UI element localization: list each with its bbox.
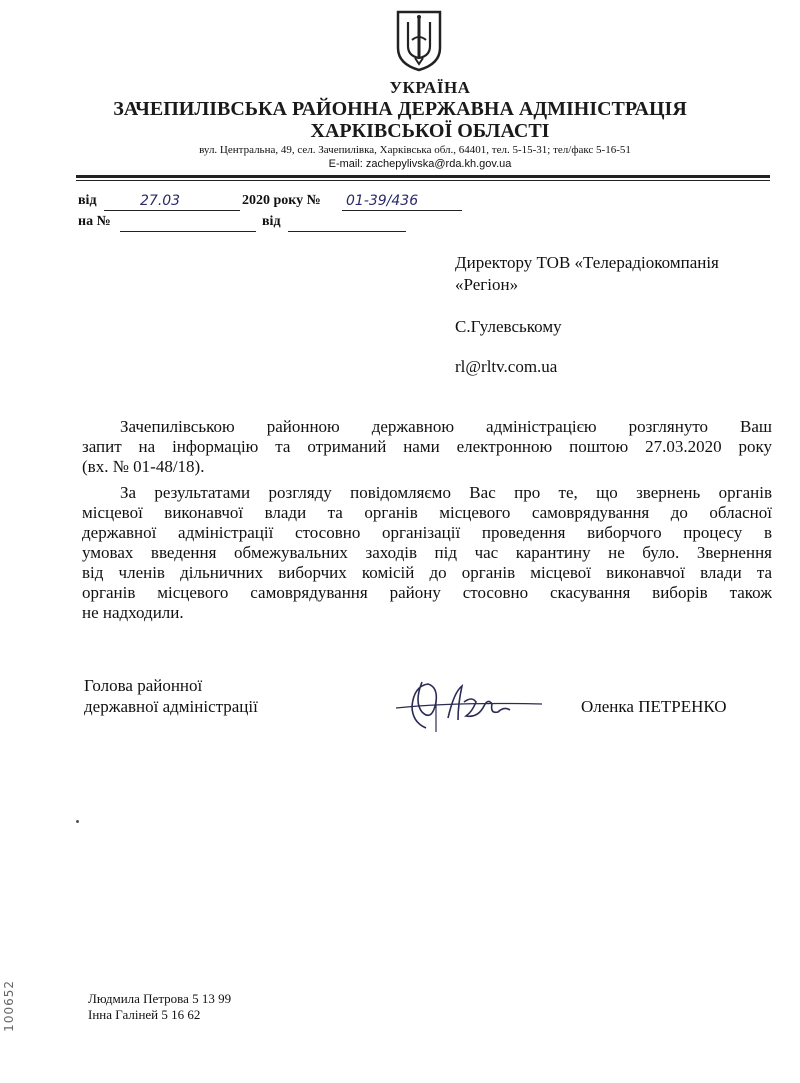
paragraph-line: органів місцевого самоврядування району стосовно скасування виборів також	[82, 583, 772, 602]
number-underline	[342, 210, 462, 211]
contact-line-1: Людмила Петрова 5 13 99	[88, 991, 232, 1006]
paragraph-line: державної адміністрації стосовно організації проведення виборчого процесу в	[82, 523, 772, 542]
contact-line-2: Інна Галіней 5 16 62	[88, 1007, 201, 1022]
organization-title: ЗАЧЕПИЛІВСЬКА РАЙОННА ДЕРЖАВНА АДМІНІСТРАЦІЯ	[113, 98, 687, 120]
paragraph-line: За результатами розгляду повідомляємо Вас про те, що звернень органів	[120, 483, 772, 502]
header-divider-thick	[76, 175, 770, 178]
handwritten-number: 01-39/436	[346, 193, 419, 209]
date-underline	[104, 210, 240, 211]
reply-to-label: на №	[78, 214, 111, 229]
paragraph-line: запит на інформацію та отриманий нами електронною поштою 27.03.2020 року	[82, 437, 772, 456]
addressee-name: С.Гулевському	[455, 317, 562, 336]
paragraph-line: Зачепилівською районною державною адміністрацією розглянуто Ваш	[120, 417, 772, 436]
scan-speck	[76, 820, 79, 823]
addressee-email: rl@rltv.com.ua	[455, 357, 558, 376]
margin-registration-number: 100652	[2, 980, 16, 1032]
organization-region: ХАРКІВСЬКОЇ ОБЛАСТІ	[310, 120, 550, 142]
paragraph-line: умовах введення обмежувальних заходів під час карантину не було. Звернення	[82, 543, 772, 562]
body-paragraph-1	[82, 417, 772, 477]
paragraph-line: від членів дільничних виборчих комісій до органів місцевої виконавчої влади та	[82, 563, 772, 582]
from-label: від	[78, 193, 97, 208]
header-divider-thin	[76, 180, 770, 181]
year-number-label: 2020 року №	[242, 193, 321, 208]
handwritten-signature	[392, 672, 552, 740]
reply-from-label: від	[262, 214, 281, 229]
country-title: УКРАЇНА	[389, 78, 471, 97]
coat-of-arms-icon	[394, 8, 444, 72]
signer-name: Оленка ПЕТРЕНКО	[581, 697, 727, 716]
body-paragraph-2	[82, 483, 772, 623]
paragraph-line: місцевої виконавчої влади та органів місцевого самоврядування до обласної	[82, 503, 772, 522]
signer-position-line1: Голова районної	[84, 676, 203, 695]
signer-position-line2: державної адміністрації	[84, 697, 258, 716]
handwritten-date: 27.03	[140, 193, 181, 209]
addressee-line2: «Регіон»	[455, 275, 519, 294]
organization-email: E-mail: zachepylivska@rda.kh.gov.ua	[328, 158, 512, 170]
organization-address: вул. Центральна, 49, сел. Зачепилівка, Харківська обл., 64401, тел. 5-15-31; тел/факс 5-16-51	[199, 144, 631, 156]
reply-number-underline	[120, 231, 256, 232]
paragraph-line: (вх. № 01-48/18).	[82, 457, 205, 476]
paragraph-line: не надходили.	[82, 603, 184, 622]
reply-date-underline	[288, 231, 406, 232]
addressee-line1: Директору ТОВ «Телерадіокомпанія	[455, 253, 719, 272]
